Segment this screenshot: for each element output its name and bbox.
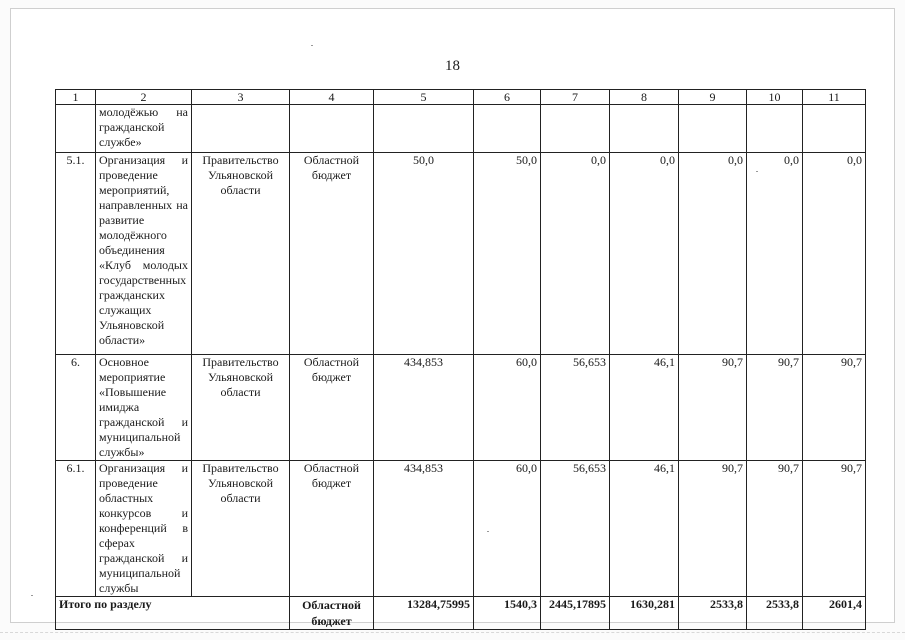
value-cell [679, 105, 747, 153]
column-header: 10 [747, 90, 803, 105]
column-header: 5 [374, 90, 474, 105]
total-value-cell: 2533,8 [747, 597, 803, 630]
column-header: 4 [290, 90, 374, 105]
column-header: 8 [610, 90, 679, 105]
total-value-cell: 2533,8 [679, 597, 747, 630]
value-cell: 0,0 [679, 153, 747, 355]
table-row [56, 461, 866, 597]
value-cell: 90,7 [803, 355, 866, 461]
value-cell: 56,653 [541, 355, 610, 461]
value-cell: 0,0 [610, 153, 679, 355]
activity-name: Основное мероприятие «Повышение имиджа гражданской и муниципальной службы» [96, 355, 192, 461]
activity-name: Организация и проведение областных конкурсов и конференций в сферах гражданской и муниципальной службы [96, 461, 192, 597]
activity-name: Организация и проведение мероприятий, направленных на развитие молодёжного объединения «Клуб молодых государственных гражданских служащих Ульяновской области» [96, 153, 192, 355]
funding-source [290, 105, 374, 153]
value-cell: 434,853 [374, 461, 474, 597]
value-cell [803, 105, 866, 153]
total-value-cell: 2445,17895 [541, 597, 610, 630]
header-row [56, 90, 866, 105]
value-cell: 0,0 [747, 153, 803, 355]
row-number: 6.1. [56, 461, 96, 597]
value-cell [474, 105, 541, 153]
value-cell: 0,0 [803, 153, 866, 355]
value-cell: 90,7 [803, 461, 866, 597]
value-cell: 90,7 [747, 355, 803, 461]
value-cell: 56,653 [541, 461, 610, 597]
total-value-cell: 1540,3 [474, 597, 541, 630]
column-header: 9 [679, 90, 747, 105]
responsible-org: Правительство Ульяновской области [192, 153, 290, 355]
value-cell: 46,1 [610, 355, 679, 461]
funding-source: Областной бюджет [290, 355, 374, 461]
table-row [56, 355, 866, 461]
responsible-org: Правительство Ульяновской области [192, 461, 290, 597]
total-label: Итого по разделу [56, 597, 290, 630]
value-cell: 60,0 [474, 461, 541, 597]
column-header: 6 [474, 90, 541, 105]
total-value-cell: 13284,75995 [374, 597, 474, 630]
row-number [56, 105, 96, 153]
value-cell: 434,853 [374, 355, 474, 461]
total-row [56, 597, 866, 630]
table-row [56, 105, 866, 153]
row-number: 5.1. [56, 153, 96, 355]
value-cell: 90,7 [679, 461, 747, 597]
activity-name: молодёжью на гражданской службе» [96, 105, 192, 153]
column-header: 11 [803, 90, 866, 105]
scan-edge [0, 632, 905, 634]
budget-table [55, 89, 866, 630]
value-cell [610, 105, 679, 153]
total-funding-source: Областной бюджет [290, 597, 374, 630]
value-cell: 60,0 [474, 355, 541, 461]
total-value-cell: 1630,281 [610, 597, 679, 630]
column-header: 3 [192, 90, 290, 105]
value-cell: 90,7 [679, 355, 747, 461]
document-page [10, 8, 895, 628]
value-cell [374, 105, 474, 153]
value-cell: 46,1 [610, 461, 679, 597]
column-header: 7 [541, 90, 610, 105]
scan-speck [487, 531, 489, 532]
scan-speck [311, 45, 313, 46]
column-header: 1 [56, 90, 96, 105]
funding-source: Областной бюджет [290, 153, 374, 355]
table-row [56, 153, 866, 355]
value-cell: 0,0 [541, 153, 610, 355]
scan-speck [31, 595, 33, 596]
responsible-org: Правительство Ульяновской области [192, 355, 290, 461]
column-header: 2 [96, 90, 192, 105]
value-cell: 90,7 [747, 461, 803, 597]
row-number: 6. [56, 355, 96, 461]
scan-speck [756, 171, 758, 172]
value-cell [747, 105, 803, 153]
page-number: 18 [445, 58, 460, 74]
responsible-org [192, 105, 290, 153]
value-cell [541, 105, 610, 153]
value-cell: 50,0 [474, 153, 541, 355]
value-cell: 50,0 [374, 153, 474, 355]
funding-source: Областной бюджет [290, 461, 374, 597]
total-value-cell: 2601,4 [803, 597, 866, 630]
